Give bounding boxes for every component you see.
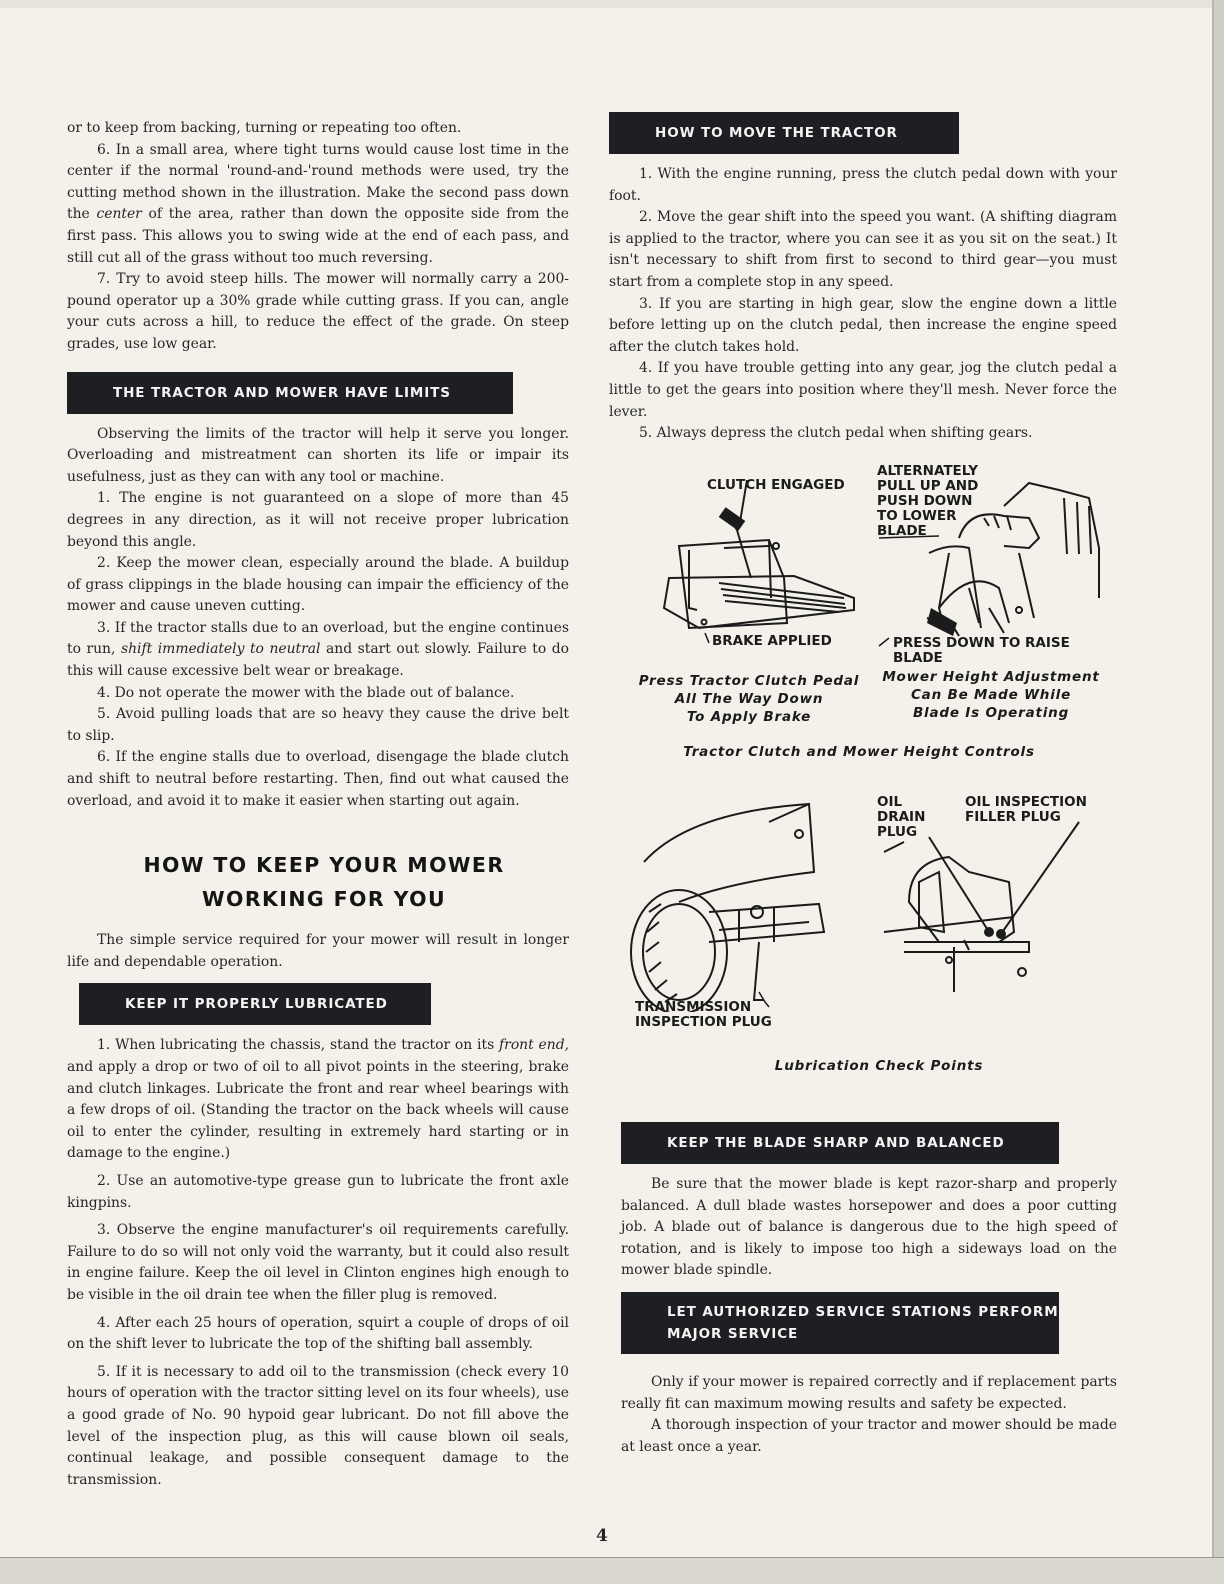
label-line: OIL	[877, 794, 903, 810]
emphasis: shift immediately to neutral	[120, 641, 321, 658]
label-line: PUSH DOWN	[877, 493, 973, 509]
caption-line: Mower Height Adjustment	[882, 669, 1100, 685]
paragraph: 5. Always depress the clutch pedal when shifting gears.	[639, 425, 1033, 442]
caption-line: Press Tractor Clutch Pedal	[638, 673, 860, 689]
clutch-pedal-illustration	[609, 458, 1117, 778]
paragraph: 2. Use an automotive-type grease gun to lubricate the front axle kingpins.	[67, 1172, 569, 1211]
label-line: OIL INSPECTION	[965, 794, 1087, 810]
figure-lubrication	[609, 792, 1117, 1092]
text-run: 6. In a small area, where tight turns would cause lost time in the center if the normal 'round-and-'round methods were used, try the cutting method shown in the illustration. Make the second pass down the	[67, 141, 569, 223]
label-line: ALTERNATELY	[877, 463, 979, 479]
label-line: FILLER PLUG	[965, 809, 1061, 825]
paragraph: 5. Avoid pulling loads that are so heavy they cause the drive belt to slip.	[67, 706, 569, 744]
text-run: and start out slowly. Failure to do this will cause excessive belt wear or breakage.	[67, 641, 569, 680]
text-run: and apply a drop or two of oil to all pivot points in the steering, brake and clutch linkages. Lubricate the front and rear wheel bearings with a few drops of oil. (Standing the tractor on the back wheels will cause oil to enter the cylinder, resulting in extremely hard starting or in damage to the engine.)	[67, 1059, 569, 1162]
paragraph: 4. Do not operate the mower with the blade out of balance.	[97, 684, 515, 701]
caption-clutch	[629, 672, 869, 726]
label-brake-applied: BRAKE APPLIED	[712, 633, 832, 649]
text-run: of the area, rather than down the opposite side from the first pass. This allows you to swing wide at the end of each pass, and still cut all of the grass without too much reversing.	[67, 206, 569, 266]
heading-line: MAJOR SERVICE	[667, 1325, 799, 1342]
paragraph: 5. If it is necessary to add oil to the transmission (check every 10 hours of operation with the tractor sitting level on its four wheels), use a good grade of No. 90 hypoid gear lubricant. Do not fill above the level of the inspection plug, as this will cause blown oil seals, continual leakage, and possible consequent damage to the transmission.	[67, 1363, 569, 1488]
section-heading-move: HOW TO MOVE THE TRACTOR	[609, 112, 959, 154]
paragraph: Only if your mower is repaired correctly and if replacement parts really fit can maximum mowing results and safety be expected.	[621, 1373, 1117, 1412]
paragraph: 3. If you are starting in high gear, slow the engine down a little before letting up on the clutch pedal, then increase the engine speed after the clutch takes hold.	[609, 295, 1117, 355]
figure-clutch-controls	[609, 458, 1117, 778]
label-transmission-inspection-plug	[635, 1000, 772, 1030]
lubrication-illustration	[609, 792, 1117, 1012]
right-column	[609, 112, 1117, 445]
section-heading-blade: KEEP THE BLADE SHARP AND BALANCED	[621, 1122, 1059, 1164]
right-column-lower	[609, 1122, 1117, 1458]
paragraph: The simple service required for your mower will result in longer life and dependable operation.	[67, 932, 569, 970]
page-right-edge	[1214, 0, 1224, 1584]
label-line: DRAIN	[877, 809, 926, 825]
paragraph: 2. Keep the mower clean, especially around the blade. A buildup of grass clippings in the blade housing can impair the efficiency of the mower and cause uneven cutting.	[67, 555, 569, 615]
title-line: WORKING FOR YOU	[202, 887, 446, 912]
title-line: HOW TO KEEP YOUR MOWER	[143, 853, 505, 878]
page-number: 4	[596, 1526, 608, 1546]
emphasis: center	[96, 206, 142, 223]
section-heading-service	[621, 1292, 1059, 1354]
text-run: 3. If the tractor stalls due to an overload, but the engine continues to run,	[67, 619, 569, 658]
text-run: 1. When lubricating the chassis, stand the tractor on its	[97, 1037, 500, 1054]
left-column	[67, 118, 569, 1491]
label-line: INSPECTION PLUG	[635, 1014, 772, 1030]
emphasis: front end,	[499, 1037, 569, 1054]
heading-line: LET AUTHORIZED SERVICE STATIONS PERFORM	[667, 1303, 1059, 1320]
label-alternately	[877, 464, 978, 539]
paragraph	[67, 1035, 569, 1165]
label-oil-drain-plug	[877, 795, 925, 840]
paragraph	[67, 618, 569, 683]
paragraph: 1. The engine is not guaranteed on a slope of more than 45 degrees in any direction, as it will not receive proper lubrication beyond this angle.	[67, 490, 569, 550]
label-line: PULL UP AND	[877, 478, 979, 494]
caption-line: Can Be Made While	[910, 687, 1072, 703]
section-heading-lubricated: KEEP IT PROPERLY LUBRICATED	[79, 983, 431, 1025]
main-section-title	[67, 848, 569, 916]
paragraph: 6. If the engine stalls due to overload, disengage the blade clutch and shift to neutral before restarting. Then, find out what caused the overload, and avoid it to make it easier when starting out again.	[67, 749, 569, 809]
label-line: TRANSMISSION	[635, 999, 752, 1015]
caption-line: Blade Is Operating	[912, 705, 1070, 721]
paragraph: 1. With the engine running, press the clutch pedal down with your foot.	[609, 166, 1117, 204]
paragraph: 4. After each 25 hours of operation, squirt a couple of drops of oil on the shift lever to lubricate the top of the shifting ball assembly.	[67, 1314, 569, 1353]
paragraph	[67, 140, 569, 270]
caption-line: All The Way Down	[674, 691, 824, 707]
label-line: PLUG	[877, 824, 918, 840]
paragraph: or to keep from backing, turning or repeating too often.	[67, 120, 462, 136]
paragraph: 4. If you have trouble getting into any gear, jog the clutch pedal a little to get the gears into position where they'll mesh. Never force the lever.	[609, 360, 1117, 420]
paragraph: A thorough inspection of your tractor and mower should be made at least once a year.	[621, 1417, 1117, 1455]
page-top-edge	[0, 0, 1224, 8]
figure-caption-lubrication: Lubrication Check Points	[774, 1058, 984, 1074]
label-clutch-engaged: CLUTCH ENGAGED	[707, 477, 845, 493]
paragraph: 7. Try to avoid steep hills. The mower will normally carry a 200-pound operator up a 30% grade while cutting grass. If you can, angle your cuts across a hill, to reduce the effect of the grade. On steep grades, use low gear.	[67, 271, 569, 352]
paragraph: Be sure that the mower blade is kept razor-sharp and properly balanced. A dull blade wastes horsepower and does a poor cutting job. A blade out of balance is dangerous due to the high speed of rotation, and is likely to impose too high a sideways load on the mower blade spindle.	[621, 1176, 1117, 1279]
caption-height	[871, 668, 1111, 722]
label-oil-inspection-filler-plug	[965, 795, 1087, 825]
paragraph: 2. Move the gear shift into the speed you want. (A shifting diagram is applied to the tractor, where you can see it as you sit on the seat.) It isn't necessary to shift from first to second to third gear—you must start from a complete stop in any speed.	[609, 209, 1117, 290]
label-line: BLADE	[877, 523, 927, 539]
label-line: TO LOWER	[877, 508, 957, 524]
paragraph: 3. Observe the engine manufacturer's oil requirements carefully. Failure to do so will not only void the warranty, but it could also result in engine failure. Keep the oil level in Clinton engines high enough to be visible in the oil drain tee when the filler plug is removed.	[67, 1222, 569, 1303]
section-heading-limits: THE TRACTOR AND MOWER HAVE LIMITS	[67, 372, 513, 414]
label-press-down: PRESS DOWN TO RAISE BLADE	[893, 635, 1070, 666]
figure-caption-main: Tractor Clutch and Mower Height Controls	[683, 744, 1035, 760]
page-bottom-edge	[0, 1557, 1224, 1584]
paragraph: Observing the limits of the tractor will help it serve you longer. Overloading and mistreatment can shorten its life or impair its usefulness, just as they can with any tool or machine.	[67, 425, 569, 485]
caption-line: To Apply Brake	[686, 709, 812, 725]
